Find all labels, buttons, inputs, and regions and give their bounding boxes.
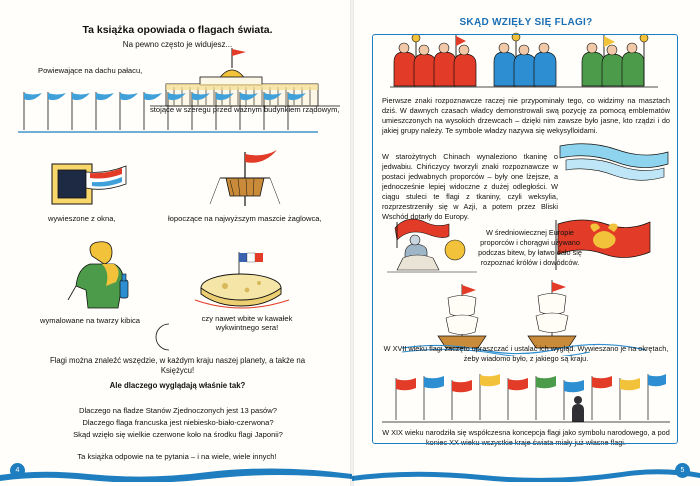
caption-fan: wymalowane na twarzy kibica: [40, 316, 141, 325]
fan-illustration: [62, 238, 148, 310]
silk-banner-illustration: [552, 140, 672, 184]
left-subhead: Na pewno często je widujesz...: [122, 40, 233, 49]
caption-cheese: czy nawet wbite w kawałek wykwintnego sera!: [201, 314, 293, 333]
line-everywhere: Flagi można znaleźć wszędzie, w każdym kraju naszej planety, a także na Księżycu!: [49, 356, 306, 375]
caption-window: wywieszone z okna,: [48, 214, 116, 223]
question-france: Dlaczego flaga francuska jest niebiesko-biało-czerwona?: [82, 418, 274, 427]
question-headline: Ale dlaczego wyglądają właśnie tak?: [109, 381, 246, 390]
page-number-left: 4: [10, 463, 25, 478]
caption-ship-mast: łopoczące na najwyższym maszcie żaglowca,: [168, 214, 322, 223]
caption-palace-roof: Powiewające na dachu pałacu,: [38, 66, 143, 75]
closing-line: Ta książka odpowie na te pytania – i na wiele, wiele innych!: [77, 452, 277, 461]
ship-mast-illustration: [190, 150, 300, 212]
bottom-banner-left: [0, 466, 352, 482]
cheese-illustration: [185, 250, 305, 312]
caption-flag-row: stojące w szeregu przed ważnym budynkiem rządowym,: [150, 105, 340, 114]
left-headline: Ta książka opowiada o flagach świata.: [82, 24, 273, 36]
page-number-right: 5: [675, 463, 690, 478]
right-page: [352, 0, 700, 486]
right-page-title: SKĄD WZIĘŁY SIĘ FLAGI?: [459, 17, 593, 28]
paragraph-19th-century: W XIX wieku narodziła się współczesna koncepcja flagi jako symbolu narodowego, a pod koniec XX wieku wszystkie kraje świata miały już własne flagi.: [382, 428, 670, 448]
modern-flags-illustration: [382, 368, 670, 430]
paragraph-medieval: W średniowiecznej Europie proporców i chorągwi używano podczas bitew, by łatwo dało się rozpoznać królów i dowódców.: [478, 228, 582, 268]
vexilloid-figures-illustration: [386, 32, 666, 90]
paragraph-17th-century: W XVII wieku flagi zaczęto upraszczać i ustalać ich wygląd. Wywieszano je na okrętach, żeby wiadomo było, z jakiego są kraju.: [383, 344, 669, 364]
paragraph-vexilloids: Pierwsze znaki rozpoznawcze raczej nie przypominały tego, co widzimy na masztach dziś. W dawnych czasach władcy demonstrowali swą pozycję za pomocą emblematów umieszczonych na wysokich drzewcach – dzięki nim zawsze było jasne, kto rządzi i do jakiej grupy należy. Te symbole władzy nazywa się wekysylloidami.: [382, 96, 670, 136]
question-japan: Skąd wzięło się wielkie czerwone koło na środku flagi Japonii?: [73, 430, 283, 439]
bottom-banner-right: [352, 466, 700, 482]
paragraph-china-silk: W starożytnych Chinach wynaleziono tkaninę o jedwabiu. Chińczycy tworzyli znaki rozpoznawcze w postaci jedwabnych proporców – były one lżejsze, a jednocześnie lepiej widoczne z dużej odległości. W ciągu stuleci te flagi z tkaniny, czyli weksylia, rozprzestrzeniły się w Azji, a potem przez Bliski Wschód dotarły do Europy.: [382, 152, 558, 222]
book-gutter: [350, 0, 354, 486]
moon-illustration: [147, 322, 181, 352]
window-flag-illustration: [50, 160, 136, 208]
flag-row-illustration: [18, 82, 338, 140]
question-usa: Dlaczego na fladze Stanów Zjednoczonych jest 13 pasów?: [79, 406, 277, 415]
